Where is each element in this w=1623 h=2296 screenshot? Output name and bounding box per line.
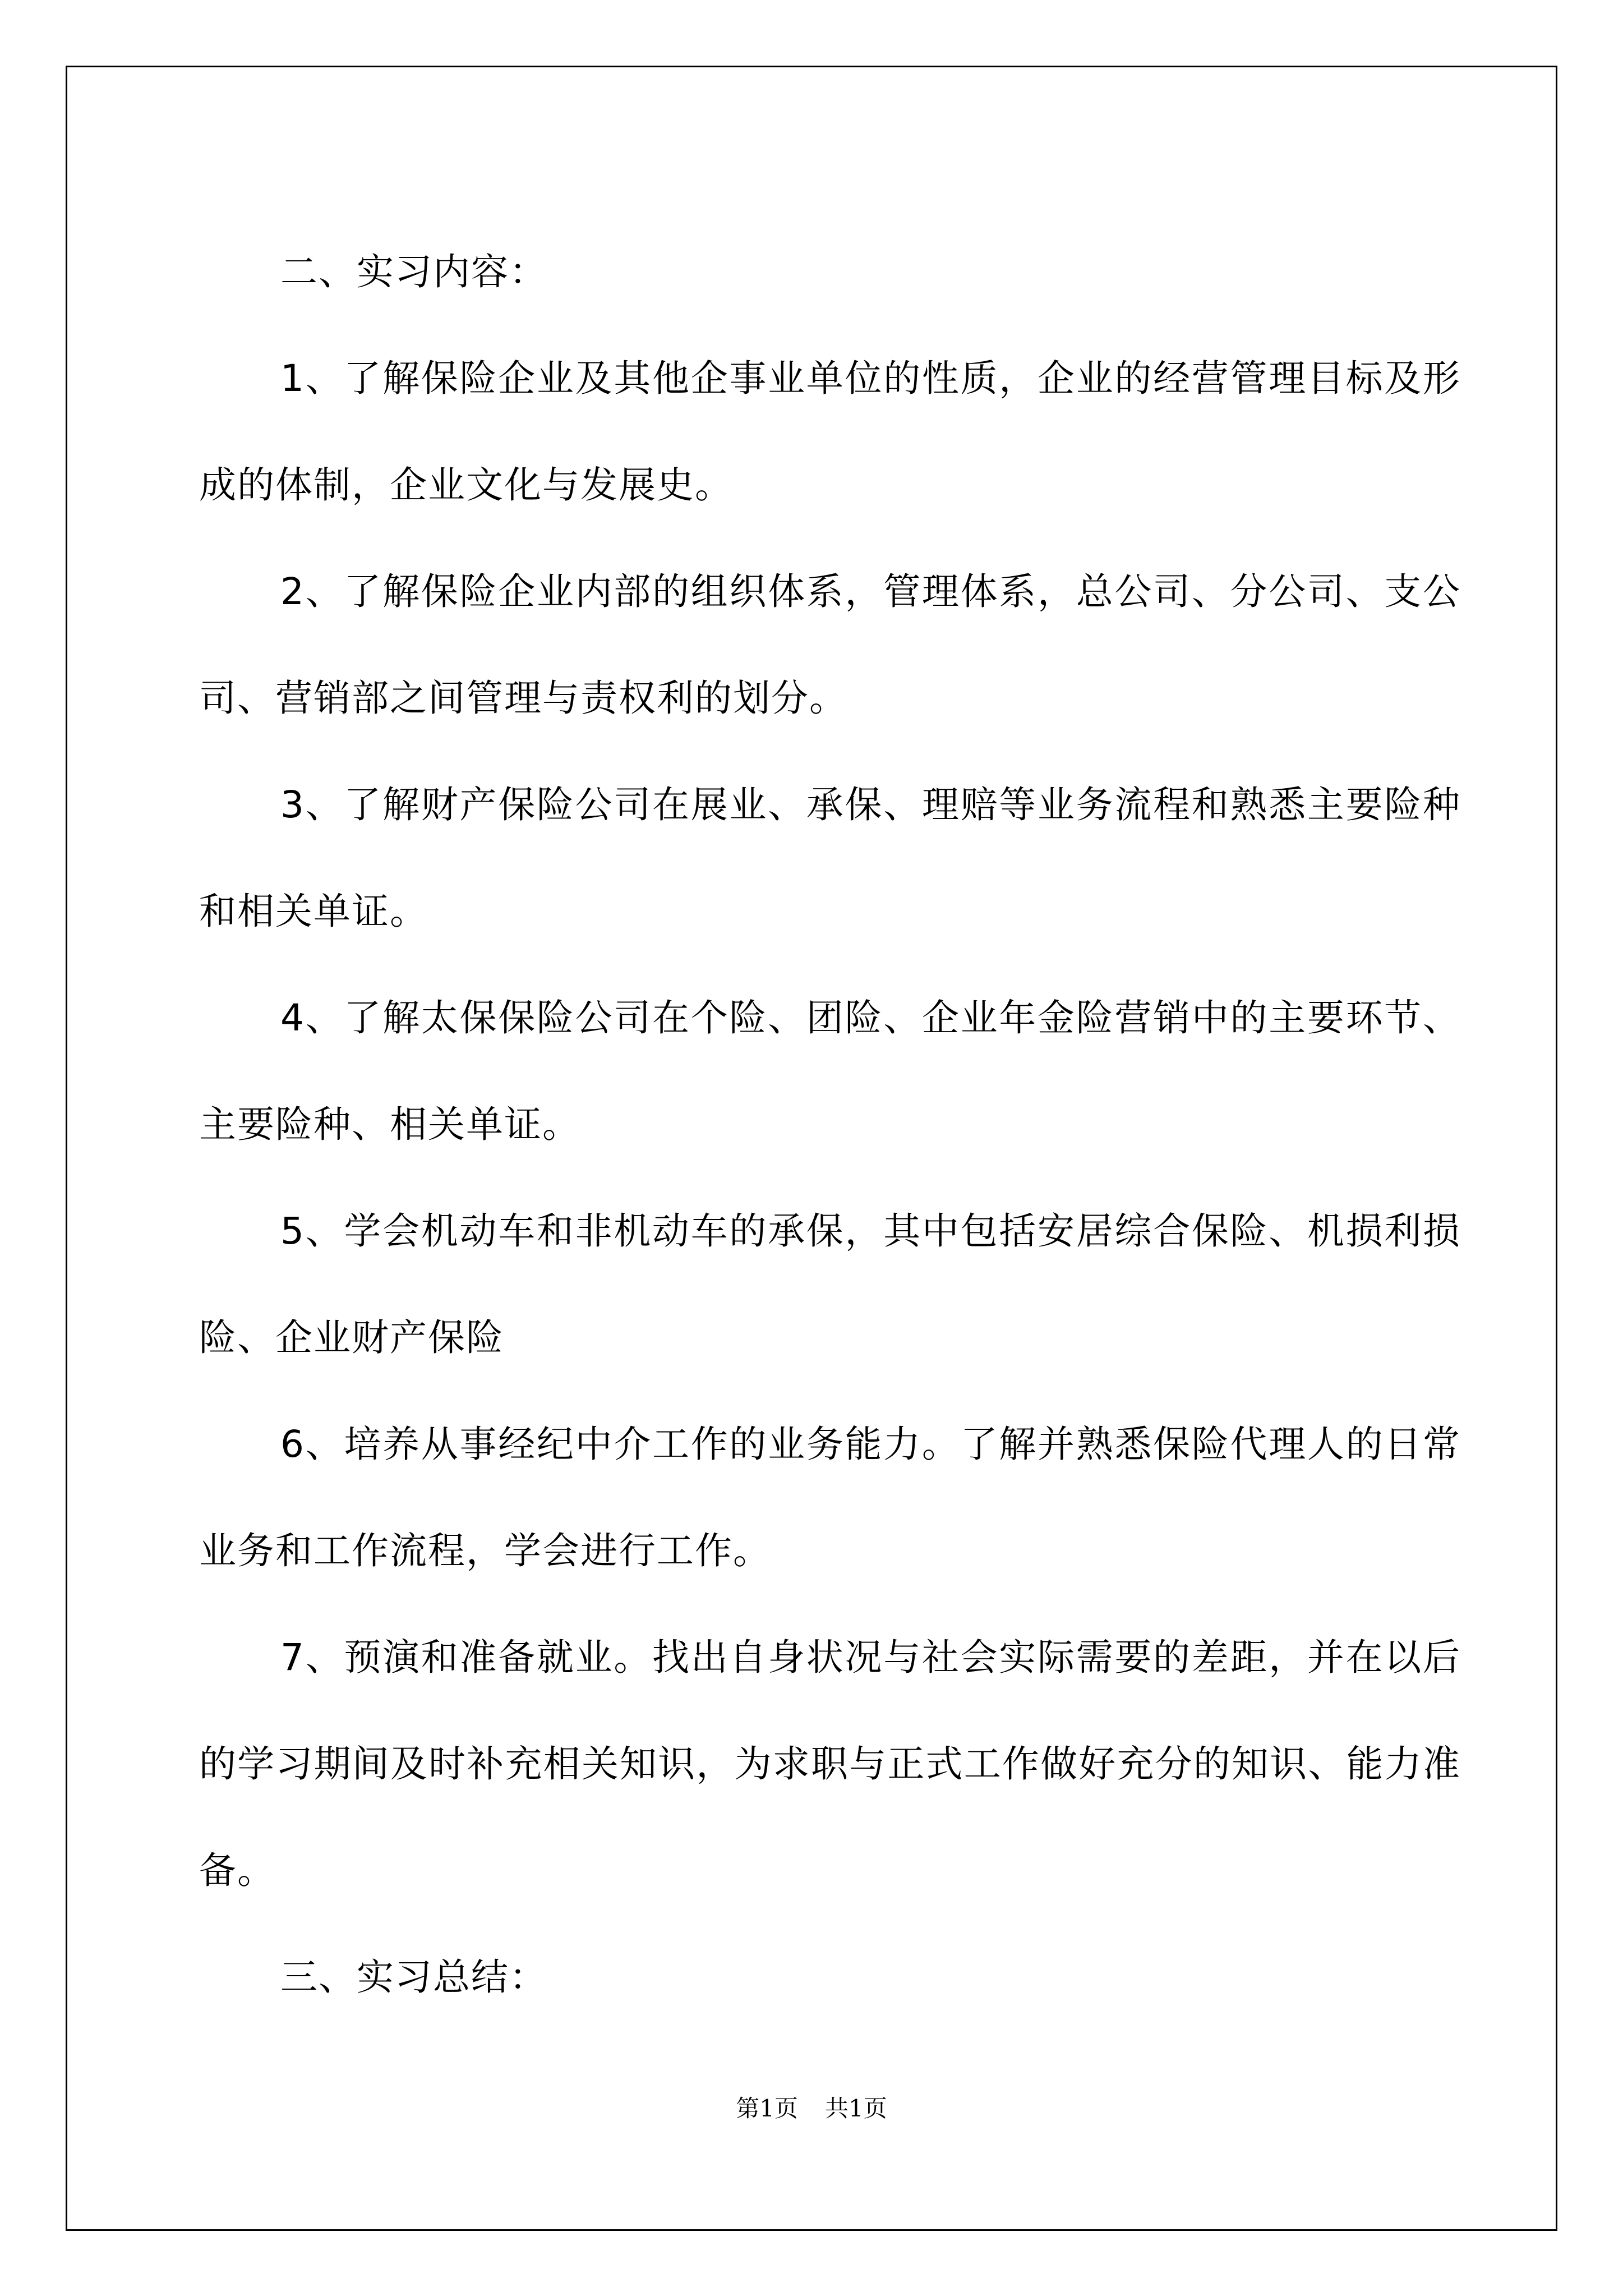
section-heading-summary: 三、实习总结： <box>280 1955 547 1999</box>
list-item-7: 7、预演和准备就业。找出自身状况与社会实际需要的差距，并在以后的学习期间及时补充相关知识，为求职与正式工作做好充分的知识、能力准备。 <box>199 1636 1461 1892</box>
page-number-total: 共1页 <box>825 2095 887 2122</box>
page-footer <box>0 2090 1623 2124</box>
list-item-4: 4、了解太保保险公司在个险、团险、企业年金险营销中的主要环节、主要险种、相关单证。 <box>199 996 1461 1146</box>
list-item-5: 5、学会机动车和非机动车的承保，其中包括安居综合保险、机损利损险、企业财产保险 <box>199 1209 1461 1359</box>
list-item-6: 6、培养从事经纪中介工作的业务能力。了解并熟悉保险代理人的日常业务和工作流程，学会进行工作。 <box>199 1423 1461 1572</box>
document-body <box>199 219 1461 2031</box>
list-item-2: 2、了解保险企业内部的组织体系，管理体系，总公司、分公司、支公司、营销部之间管理与责权利的划分。 <box>199 570 1461 720</box>
section-heading-content: 二、实习内容： <box>280 250 547 293</box>
page-number-current: 第1页 <box>736 2095 798 2122</box>
list-item-3: 3、了解财产保险公司在展业、承保、理赔等业务流程和熟悉主要险种和相关单证。 <box>199 783 1461 933</box>
list-item-1: 1、了解保险企业及其他企事业单位的性质，企业的经营管理目标及形成的体制，企业文化与发展史。 <box>199 357 1461 507</box>
